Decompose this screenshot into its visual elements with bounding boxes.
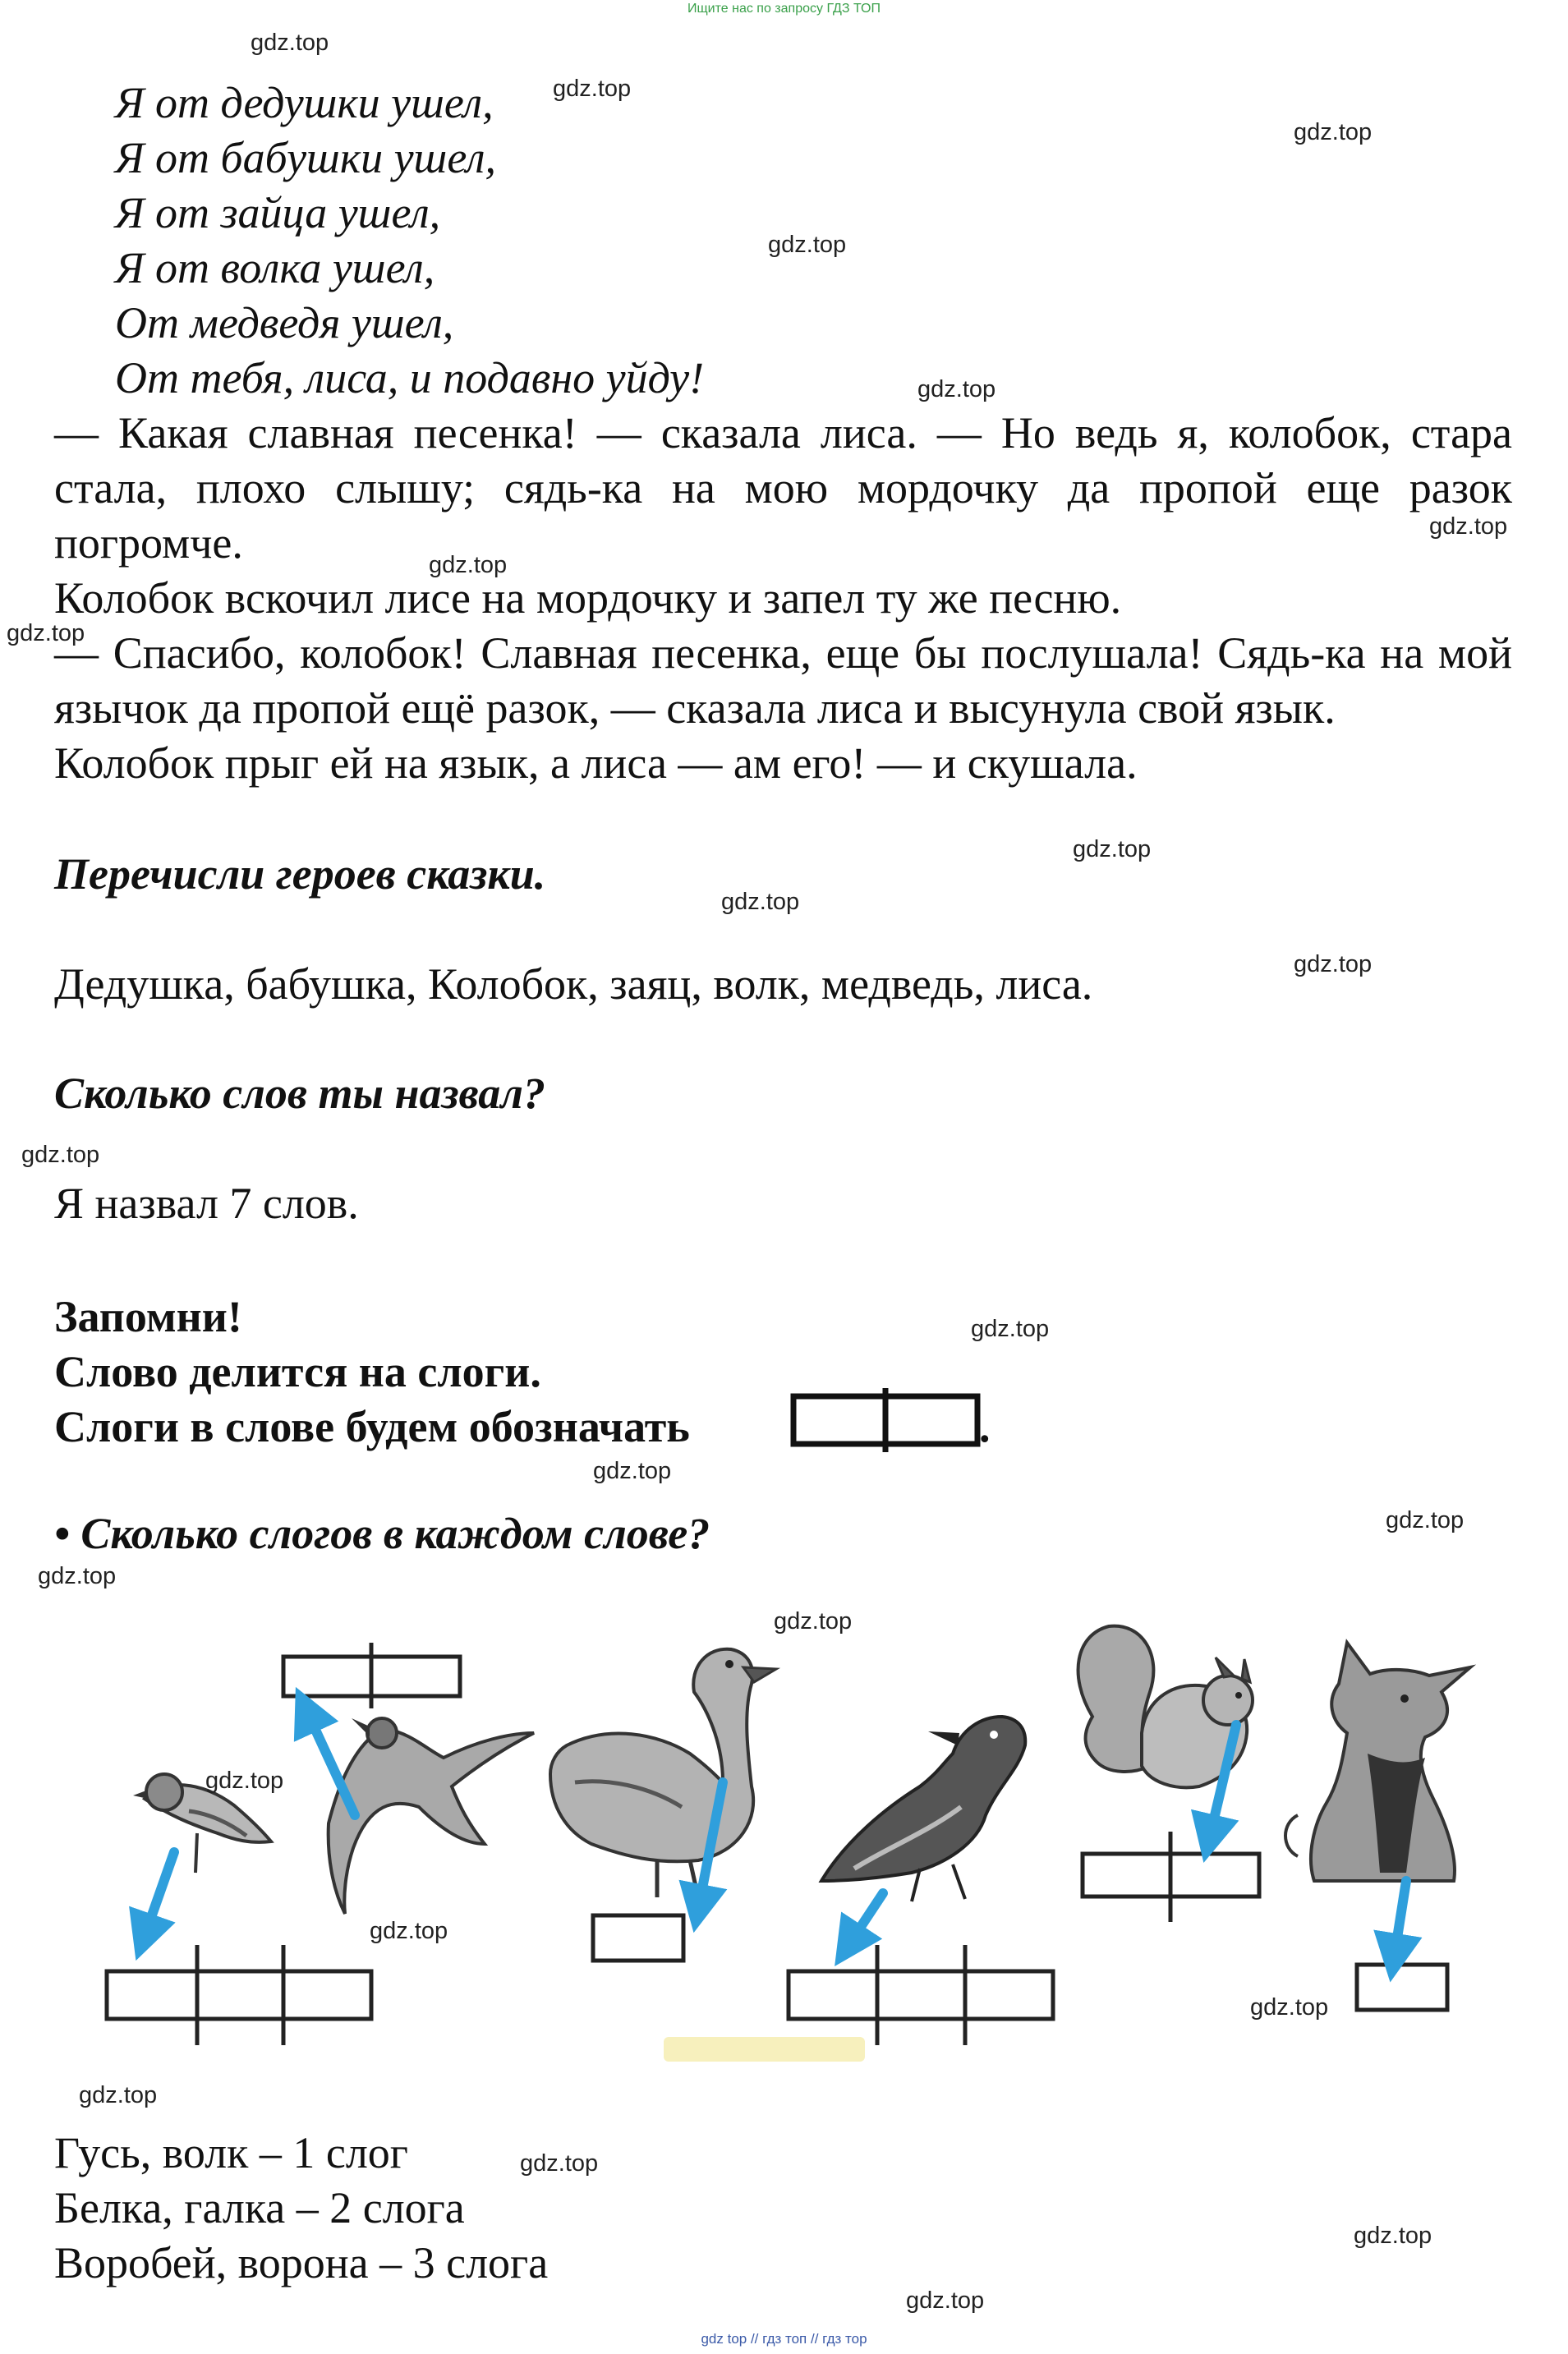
- scheme-sparrow: [107, 1945, 371, 2045]
- task3-answers: [54, 2126, 548, 2291]
- watermark: gdz.top: [38, 1563, 117, 1589]
- remember-period: .: [979, 1402, 991, 1451]
- answer-two-syllables: Белка, галка – 2 слога: [54, 2183, 465, 2232]
- scheme-crow: [789, 1945, 1053, 2045]
- goose-picture: [550, 1649, 776, 1897]
- watermark: gdz.top: [553, 76, 632, 102]
- task2-answer: Я назвал 7 слов.: [54, 1179, 359, 1228]
- answer-one-syllable: Гусь, волк – 1 слог: [54, 2128, 408, 2177]
- watermark: gdz.top: [79, 2082, 158, 2108]
- watermark: gdz.top: [774, 1608, 853, 1634]
- arrow-crow: [848, 1893, 883, 1947]
- poem-line: Я от зайца ушел,: [115, 188, 441, 237]
- watermark: gdz.top: [205, 1768, 284, 1794]
- watermark: gdz.top: [1429, 513, 1508, 540]
- animals-illustration: [0, 1610, 1568, 2070]
- kolobok-sang-paragraph: Колобок вскочил лисе на мордочку и запел ту же песню.: [54, 573, 1122, 623]
- watermark: gdz.top: [251, 30, 329, 56]
- footer-links: gdz top // гдз топ // гдз тор: [701, 2331, 867, 2347]
- watermark: gdz.top: [721, 889, 800, 915]
- watermark: gdz.top: [593, 1458, 672, 1484]
- poem: [115, 76, 704, 406]
- top-banner: Ищите нас по запросу ГДЗ ТОП: [687, 2, 881, 16]
- task1-answer: Дедушка, бабушка, Колобок, заяц, волк, медведь, лиса.: [54, 959, 1093, 1009]
- scheme-wolf: [1357, 1965, 1447, 2010]
- scheme-jackdaw: [283, 1643, 460, 1708]
- ending-paragraph: Колобок прыг ей на язык, а лиса — ам его! — и скушала.: [54, 738, 1138, 788]
- watermark: gdz.top: [906, 2287, 985, 2314]
- poem-line: От медведя ушел,: [115, 298, 454, 347]
- watermark: gdz.top: [971, 1316, 1050, 1342]
- watermark: gdz.top: [1250, 1994, 1329, 2021]
- poem-line: Я от дедушки ушел,: [115, 78, 494, 127]
- poem-line: Я от волка ушел,: [115, 243, 435, 292]
- yellow-highlight: [664, 2037, 865, 2062]
- answer-three-syllables: Воробей, ворона – 3 слога: [54, 2238, 549, 2287]
- watermark: gdz.top: [768, 232, 847, 258]
- remember-line1: Слово делится на слоги.: [54, 1347, 541, 1396]
- watermark: gdz.top: [1294, 119, 1373, 145]
- watermark: gdz.top: [520, 2150, 599, 2177]
- task2-question: Сколько слов ты назвал?: [54, 1069, 545, 1118]
- watermark: gdz.top: [1073, 836, 1152, 862]
- remember-line2: Слоги в слове будем обозначать: [54, 1402, 690, 1451]
- remember-block: [54, 1290, 690, 1455]
- task1-question: Перечисли героев сказки.: [54, 849, 546, 899]
- arrow-wolf: [1394, 1881, 1406, 1959]
- crow-picture: [821, 1717, 1025, 1901]
- remember-title: Запомни!: [54, 1292, 242, 1341]
- scheme-goose: [593, 1915, 683, 1961]
- arrow-jackdaw: [306, 1708, 355, 1815]
- scheme-squirrel: [1083, 1832, 1259, 1922]
- fox-tongue-paragraph: — Спасибо, колобок! Славная песенка, еще бы послушала! Сядь-ка на мой язычок да пропой ещё разок, — сказала лиса и высунула свой язык.: [54, 628, 1512, 733]
- task3-question: • Сколько слогов в каждом слове?: [54, 1509, 710, 1558]
- watermark: gdz.top: [917, 376, 996, 402]
- watermark: gdz.top: [7, 620, 85, 646]
- poem-line: От тебя, лиса, и подавно уйду!: [115, 353, 705, 402]
- wolf-picture: [1285, 1643, 1470, 1881]
- arrow-sparrow: [144, 1852, 174, 1938]
- poem-line: Я от бабушки ушел,: [115, 133, 496, 182]
- fox-speech-paragraph: — Какая славная песенка! — сказала лиса. — Но ведь я, колобок, стара стала, плохо слышу; сядь-ка на мою мордочку да пропой еще разок погромче.: [54, 408, 1512, 568]
- watermark: gdz.top: [1386, 1507, 1465, 1533]
- watermark: gdz.top: [1294, 951, 1373, 977]
- syllable-scheme-icon: [789, 1388, 1002, 1454]
- watermark: gdz.top: [370, 1918, 448, 1944]
- story-text: [54, 406, 1512, 791]
- watermark: gdz.top: [1354, 2223, 1432, 2249]
- watermark: gdz.top: [21, 1142, 100, 1168]
- watermark: gdz.top: [429, 552, 508, 578]
